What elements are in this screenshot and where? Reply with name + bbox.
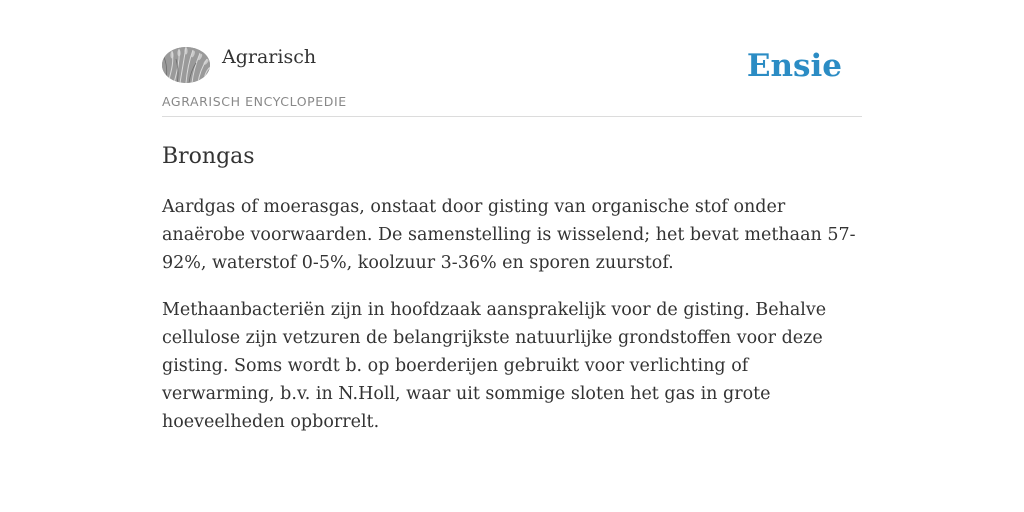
entry-card — [162, 44, 862, 436]
entry-body — [162, 193, 862, 436]
source-subtitle: AGRARISCH ENCYCLOPEDIE — [162, 94, 347, 109]
source-name-link[interactable]: Agrarisch — [222, 46, 317, 68]
entry-paragraph: Aardgas of moerasgas, onstaat door gisting van organische stof onder anaërobe voorwaarden. De samenstelling is wisselend; het bevat methaan 57-92%, waterstof 0-5%, koolzuur 3-36% en sporen zuurstof. — [162, 197, 856, 273]
brand-logo[interactable]: Ensie — [746, 48, 842, 84]
entry-title: Brongas — [162, 144, 255, 169]
wheat-icon[interactable] — [162, 47, 210, 83]
entry-paragraph: Methaanbacteriën zijn in hoofdzaak aansprakelijk voor de gisting. Behalve cellulose zijn vetzuren de belangrijkste natuurlijke grondstoffen voor deze gisting. Soms wordt b. op boerderijen gebruikt voor verlichting of verwarming, b.v. in N.Holl, waar uit sommige sloten het gas in grote hoeveelheden opborrelt. — [162, 300, 827, 432]
entry-header — [162, 44, 862, 117]
